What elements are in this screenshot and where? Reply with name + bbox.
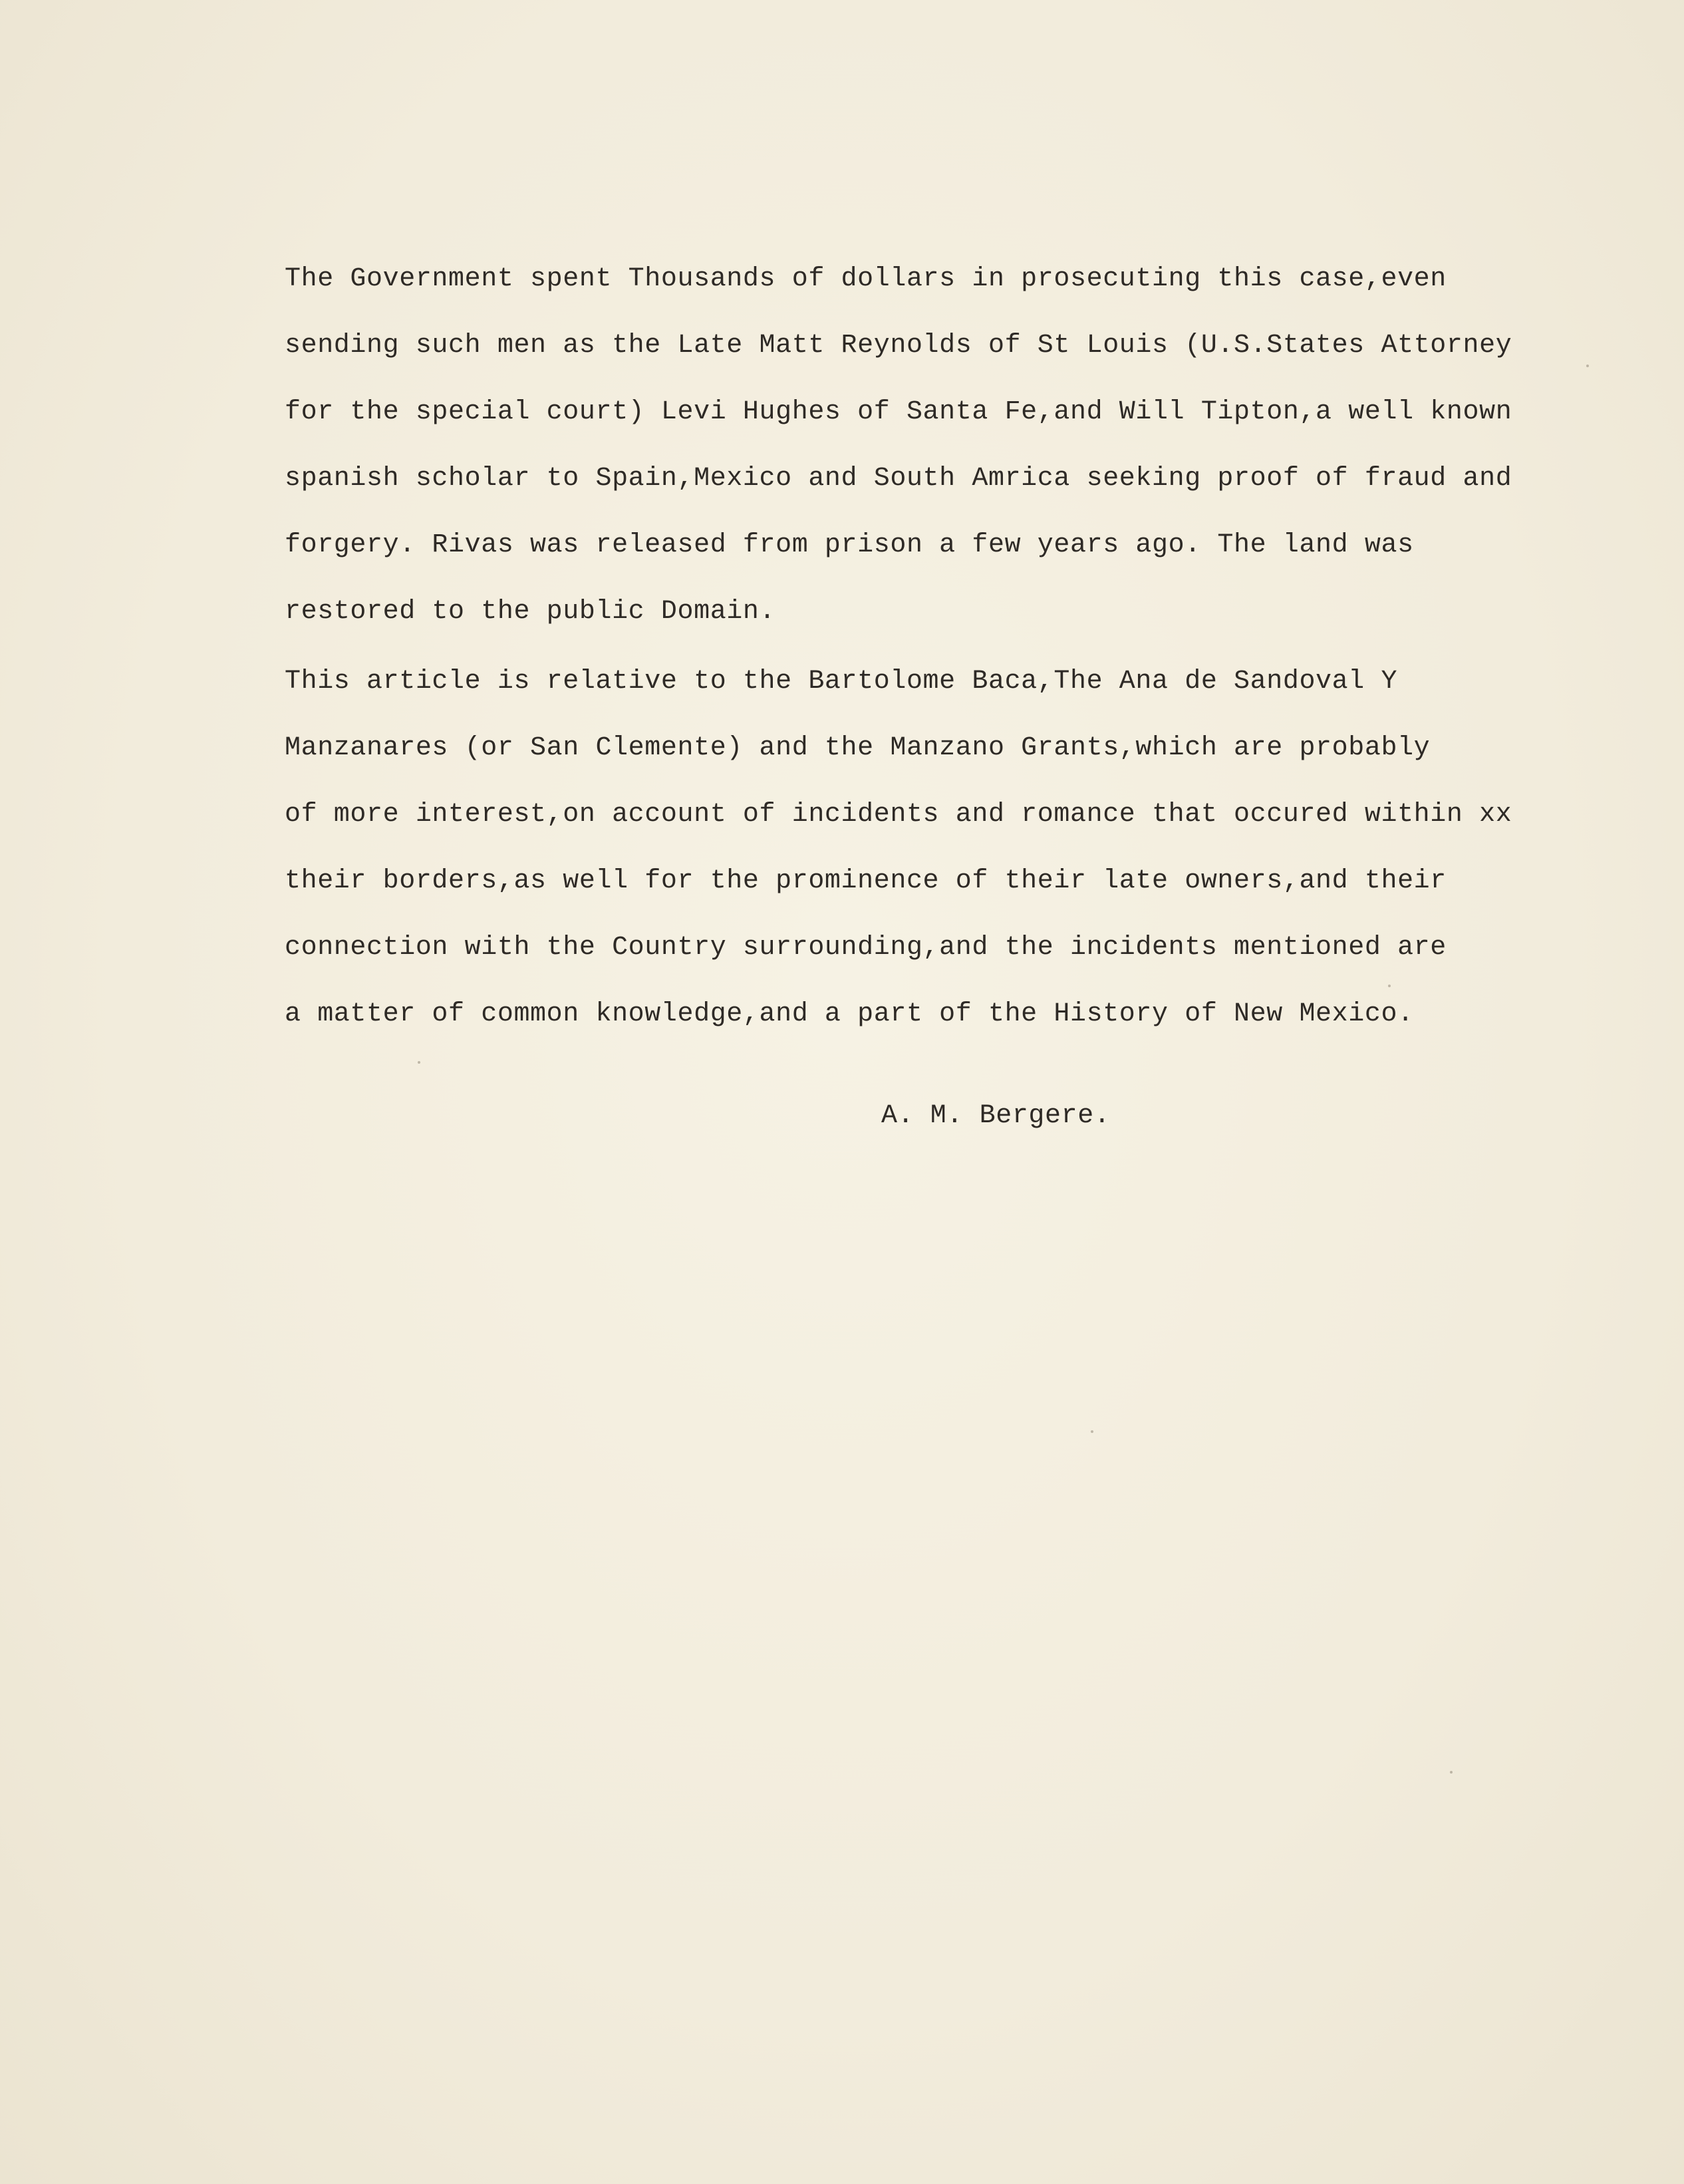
paragraph-government-prosecution (285, 246, 1548, 645)
text-line: their borders,as well for the prominence of their late owners,and their (285, 866, 1447, 896)
text-line: restored to the public Domain. (285, 597, 776, 627)
text-line: a matter of common knowledge,and a part of the History of New Mexico. (285, 999, 1414, 1029)
text-line: forgery. Rivas was released from prison a few years ago. The land was (285, 530, 1414, 560)
paragraph-article-grants (285, 649, 1548, 1048)
author-signature: A. M. Bergere. (881, 1101, 1111, 1131)
text-line: of more interest,on account of incidents and romance that occured within xx (285, 800, 1512, 830)
text-line: This article is relative to the Bartolome Baca,The Ana de Sandoval Y (285, 667, 1398, 697)
text-line: The Government spent Thousands of dollars in prosecuting this case,even (285, 264, 1447, 294)
text-line: for the special court) Levi Hughes of Santa Fe,and Will Tipton,a well known (285, 397, 1512, 427)
text-line: connection with the Country surrounding,and the incidents mentioned are (285, 933, 1447, 963)
text-line: Manzanares (or San Clemente) and the Manzano Grants,which are probably (285, 733, 1431, 763)
text-line: sending such men as the Late Matt Reynolds of St Louis (U.S.States Attorney (285, 331, 1512, 361)
text-line: spanish scholar to Spain,Mexico and South Amrica seeking proof of fraud and (285, 464, 1512, 494)
